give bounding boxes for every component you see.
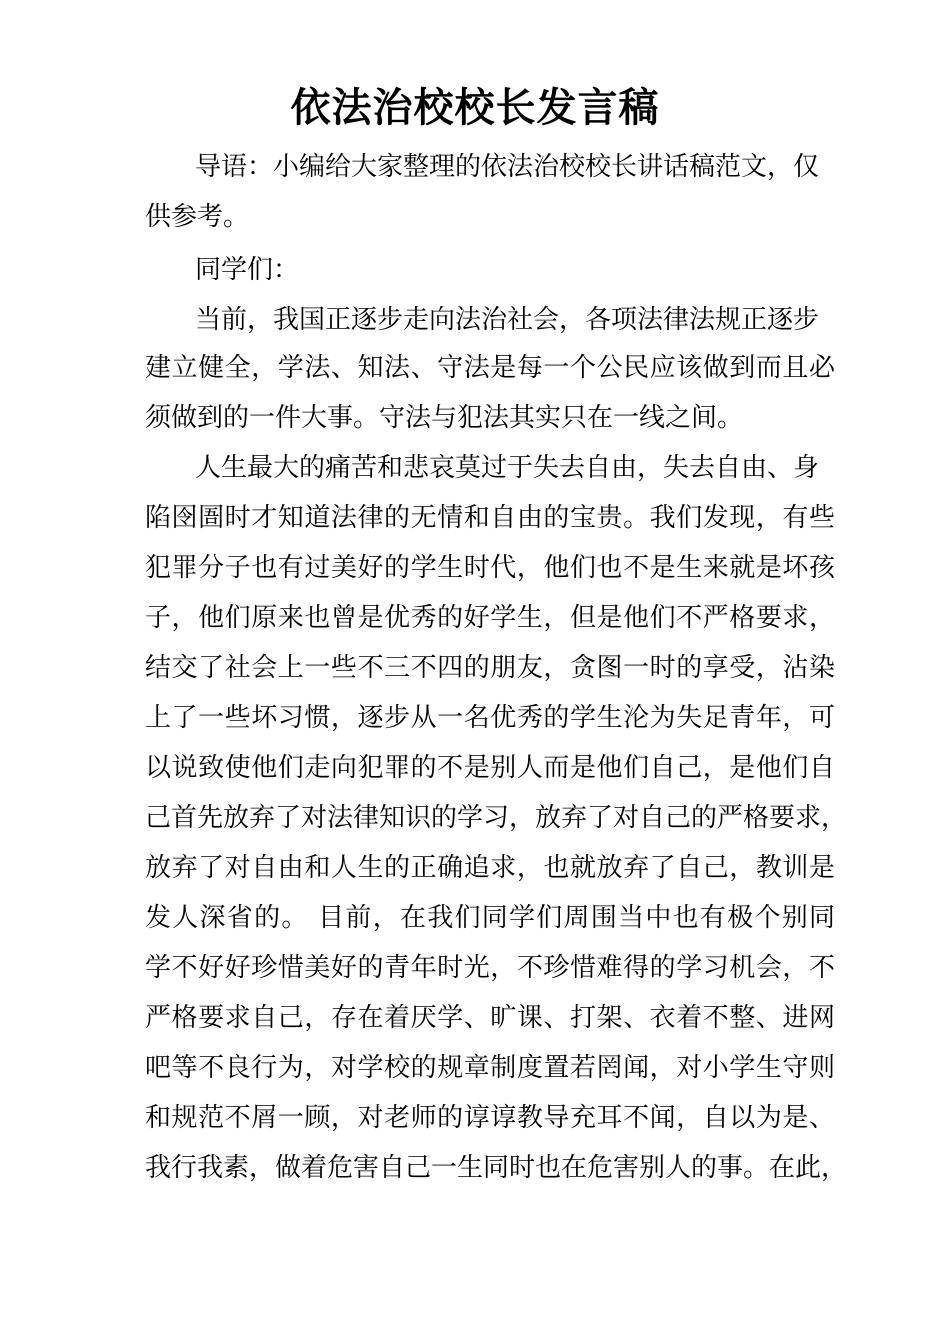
body-line-5: 建立健全，学法、知法、守法是每一个公民应该做到而且必: [145, 353, 835, 383]
body-line-15: 放弃了对自由和人生的正确追求，也就放弃了自己，教训是: [145, 853, 835, 883]
body-line-19: 吧等不良行为，对学校的规章制度置若罔闻，对小学生守则: [145, 1053, 835, 1083]
document-title: 依法治校校长发言稿: [290, 84, 660, 131]
body-line-18: 严格要求自己，存在着厌学、旷课、打架、衣着不整、进网: [145, 1003, 835, 1033]
body-line-11: 结交了社会上一些不三不四的朋友，贪图一时的享受，沾染: [145, 653, 835, 683]
body-line-1: 导语：小编给大家整理的依法治校校长讲话稿范文，仅: [195, 152, 820, 182]
body-line-17: 学不好好珍惜美好的青年时光，不珍惜难得的学习机会，不: [145, 953, 835, 983]
body-line-6: 须做到的一件大事。守法与犯法其实只在一线之间。: [145, 403, 744, 433]
body-line-8: 陷囹圄时才知道法律的无情和自由的宝贵。我们发现，有些: [145, 503, 835, 533]
body-line-12: 上了一些坏习惯，逐步从一名优秀的学生沦为失足青年，可: [145, 703, 835, 733]
body-line-14: 己首先放弃了对法律知识的学习，放弃了对自己的严格要求，: [145, 803, 848, 833]
body-line-4: 当前，我国正逐步走向法治社会，各项法律法规正逐步: [195, 305, 820, 335]
body-line-13: 以说致使他们走向犯罪的不是别人而是他们自己，是他们自: [145, 753, 835, 783]
body-line-16: 发人深省的。 目前，在我们同学们周围当中也有极个别同: [145, 903, 835, 933]
body-line-7: 人生最大的痛苦和悲哀莫过于失去自由，失去自由、身: [195, 453, 820, 483]
body-line-3: 同学们：: [195, 255, 300, 285]
body-line-2: 供参考。: [145, 202, 250, 232]
body-line-21: 我行我素，做着危害自己一生同时也在危害别人的事。在此，: [145, 1153, 848, 1183]
body-line-10: 子，他们原来也曾是优秀的好学生，但是他们不严格要求，: [145, 603, 835, 633]
body-line-9: 犯罪分子也有过美好的学生时代，他们也不是生来就是坏孩: [145, 553, 835, 583]
body-line-20: 和规范不屑一顾，对老师的谆谆教导充耳不闻，自以为是、: [145, 1103, 835, 1133]
